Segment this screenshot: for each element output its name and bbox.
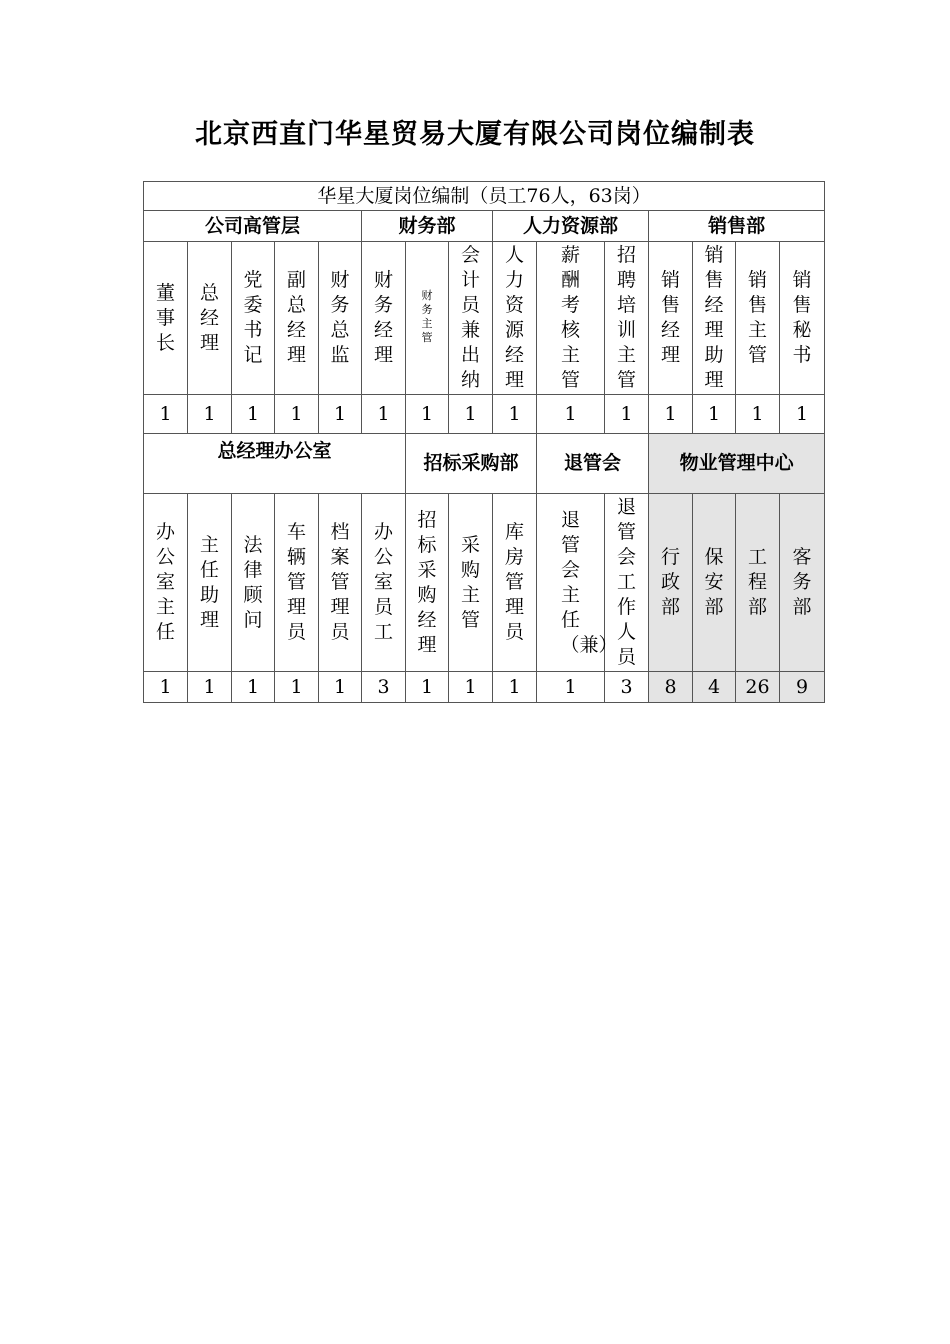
position-cell: 采购主管 [449, 494, 493, 672]
count-cell: 26 [736, 672, 780, 703]
position-cell: 总经理 [188, 242, 232, 395]
position-cell: 董事长 [144, 242, 188, 395]
position-cell: 销售经理助理 [693, 242, 736, 395]
position-cell: 退管会工作人员 [605, 494, 649, 672]
count-cell: 4 [693, 672, 736, 703]
position-cell: 党委书记 [232, 242, 275, 395]
count-cell: 1 [537, 672, 605, 703]
position-cell: 销售主管 [736, 242, 780, 395]
position-cell: 财务总监 [319, 242, 362, 395]
count-cell: 1 [144, 672, 188, 703]
count-cell: 1 [605, 395, 649, 434]
position-cell: 财务主管 [406, 242, 449, 395]
section2-counts [144, 672, 825, 703]
count-cell: 1 [188, 672, 232, 703]
position-cell: 法律顾问 [232, 494, 275, 672]
section1-counts [144, 395, 825, 434]
count-cell: 1 [362, 395, 406, 434]
page-title: 北京西直门华星贸易大厦有限公司岗位编制表 [195, 119, 755, 150]
count-cell: 1 [449, 672, 493, 703]
dept-procurement: 招标采购部 [406, 434, 537, 494]
position-cell: 档案管理员 [319, 494, 362, 672]
count-cell: 1 [232, 672, 275, 703]
position-cell: 销售秘书 [780, 242, 825, 395]
position-cell: 保安部 [693, 494, 736, 672]
count-cell: 3 [605, 672, 649, 703]
dept-hr: 人力资源部 [493, 211, 649, 242]
count-cell: 8 [649, 672, 693, 703]
position-cell: 招聘培训主管 [605, 242, 649, 395]
count-cell: 1 [780, 395, 825, 434]
count-cell: 1 [493, 672, 537, 703]
count-cell: 1 [449, 395, 493, 434]
position-cell: 销售经理 [649, 242, 693, 395]
dept-gm-office: 总经理办公室 [144, 434, 406, 494]
dept-sales: 销售部 [649, 211, 825, 242]
position-cell: 招标采购经理 [406, 494, 449, 672]
section1-positions [144, 242, 825, 395]
count-cell: 1 [188, 395, 232, 434]
position-cell: 车辆管理员 [275, 494, 319, 672]
count-cell: 1 [319, 672, 362, 703]
position-cell: 工程部 [736, 494, 780, 672]
dept-executive: 公司高管层 [144, 211, 362, 242]
count-cell: 1 [736, 395, 780, 434]
position-cell: 主任助理 [188, 494, 232, 672]
section1-departments [144, 211, 825, 242]
position-cell: 薪酬考核主管 [537, 242, 605, 395]
position-cell: 退管会主任（兼） [537, 494, 605, 672]
position-cell: 人力资源经理 [493, 242, 537, 395]
count-cell: 3 [362, 672, 406, 703]
position-cell: 客务部 [780, 494, 825, 672]
count-cell: 1 [232, 395, 275, 434]
count-cell: 9 [780, 672, 825, 703]
count-cell: 1 [275, 395, 319, 434]
count-cell: 1 [537, 395, 605, 434]
dept-property-center: 物业管理中心 [649, 434, 825, 494]
section2-positions [144, 494, 825, 672]
staffing-table [143, 181, 825, 703]
position-cell: 库房管理员 [493, 494, 537, 672]
count-cell: 1 [144, 395, 188, 434]
position-cell: 副总经理 [275, 242, 319, 395]
position-cell: 办公室员工 [362, 494, 406, 672]
position-cell: 会计员兼出纳 [449, 242, 493, 395]
count-cell: 1 [693, 395, 736, 434]
count-cell: 1 [406, 672, 449, 703]
count-cell: 1 [319, 395, 362, 434]
count-cell: 1 [649, 395, 693, 434]
dept-retiree-committee: 退管会 [537, 434, 649, 494]
position-cell: 办公室主任 [144, 494, 188, 672]
count-cell: 1 [493, 395, 537, 434]
section2-departments [144, 434, 825, 494]
position-cell: 财务经理 [362, 242, 406, 395]
dept-finance: 财务部 [362, 211, 493, 242]
position-cell: 行政部 [649, 494, 693, 672]
count-cell: 1 [406, 395, 449, 434]
table-heading: 华星大厦岗位编制（员工76人，63岗） [144, 182, 825, 211]
count-cell: 1 [275, 672, 319, 703]
